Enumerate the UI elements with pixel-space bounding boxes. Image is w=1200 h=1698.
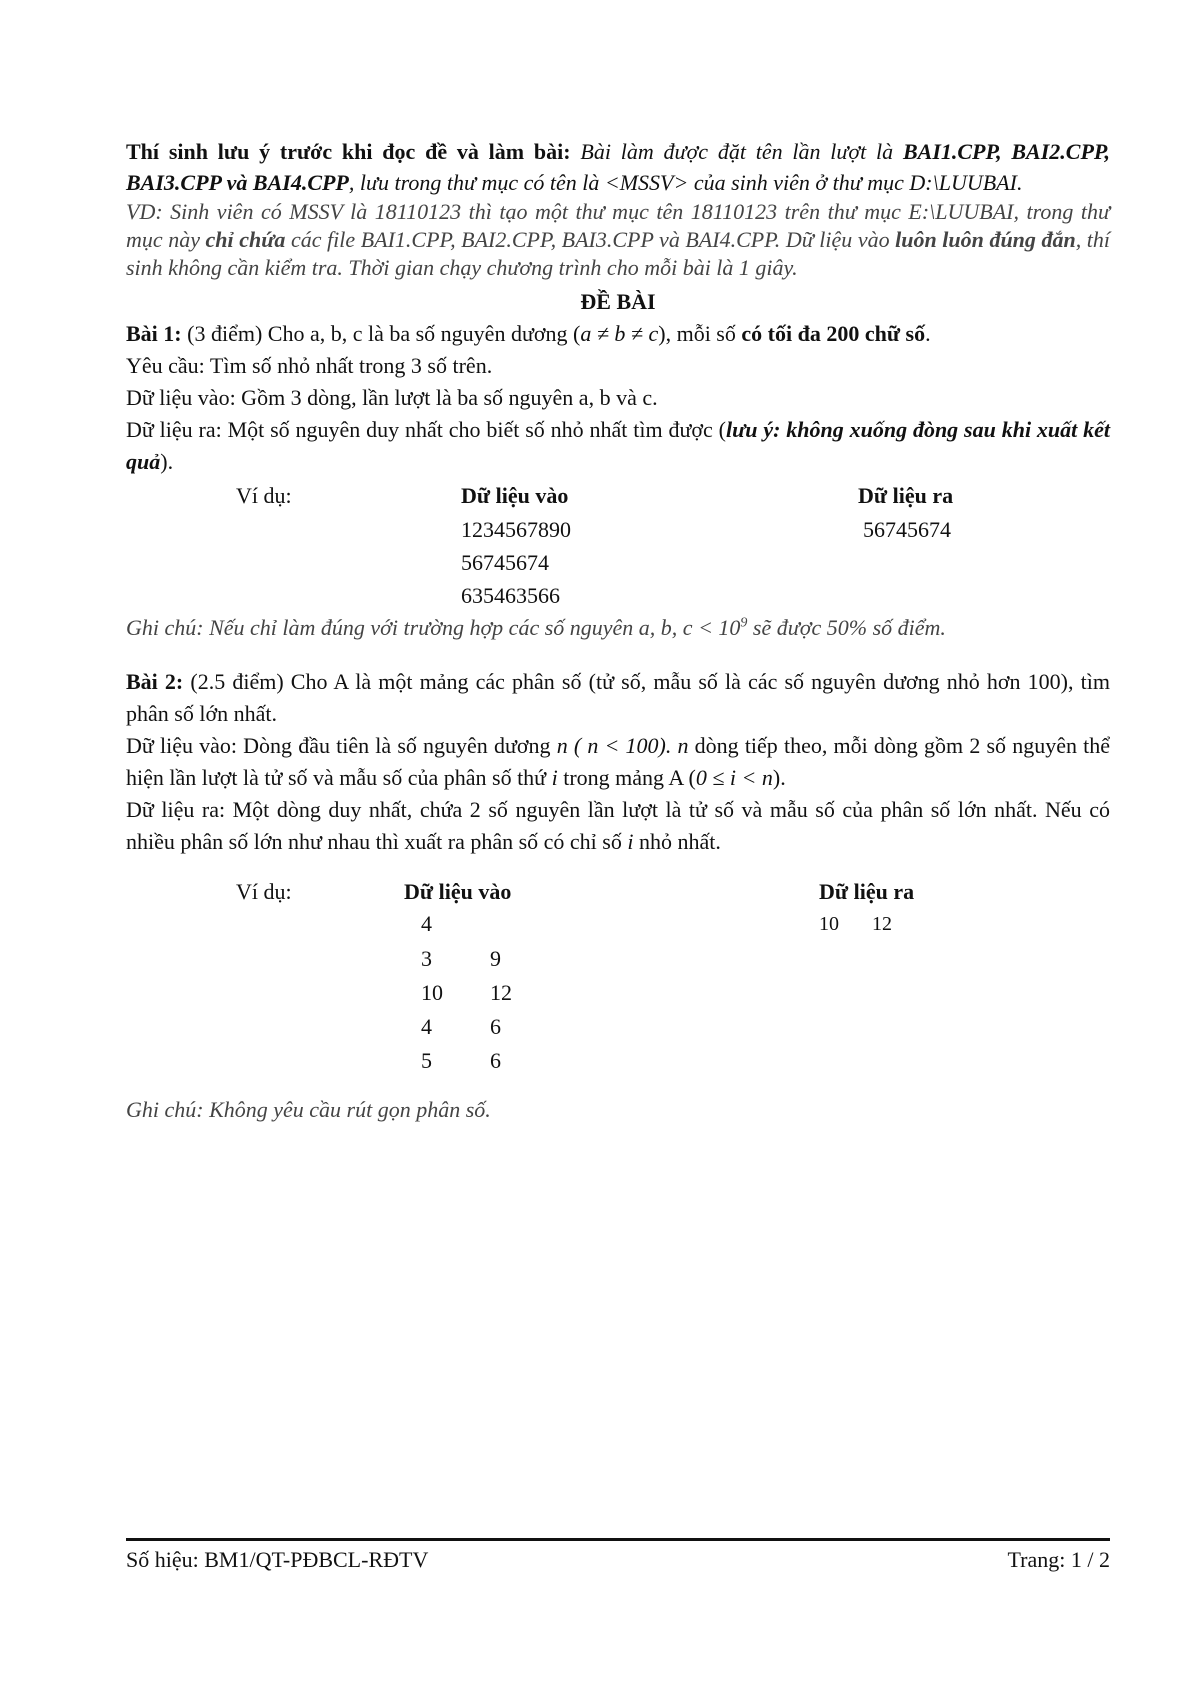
bai1-note-sup: 9 (740, 615, 748, 631)
bai1-example (126, 478, 1110, 610)
bai1-output-c: ). (160, 449, 174, 474)
notice-lead: Thí sinh lưu ý trước khi đọc đề và làm bài: (126, 139, 571, 164)
section-heading: ĐỀ BÀI (580, 289, 656, 314)
bai2-example (126, 876, 1110, 1084)
exam-page (126, 136, 1110, 1126)
bai1-requirement: Yêu cầu: Tìm số nhỏ nhất trong 3 số trên. (126, 353, 493, 378)
bai2-in-c: dòng tiếp theo, mỗi dòng gồm 2 số nguyên thể hiện lần lượt là tử số và mẫu số của phân số thứ (126, 733, 1111, 790)
bai2-output-num: 10 (819, 913, 839, 935)
example-text-c: các file BAI1.CPP, BAI2.CPP, BAI3.CPP và BAI4.CPP. Dữ liệu vào (285, 227, 896, 252)
example-text-a: VD: Sinh viên có MSSV là 18110123 thì tạo một thư mục tên 18110123 trên thư mục E:\LUUBAI, trong thư mục này (126, 199, 1110, 252)
bai2-output-header: Dữ liệu ra (819, 879, 915, 904)
bai1-output-a: Dữ liệu ra: Một số nguyên duy nhất cho biết số nhỏ nhất tìm được ( (126, 417, 726, 442)
bai1-input-desc: Dữ liệu vào: Gồm 3 dòng, lần lượt là ba số nguyên a, b và c. (126, 385, 658, 410)
bai1-note-b: sẽ được 50% số điểm. (747, 615, 946, 640)
bai1-output-header: Dữ liệu ra (858, 483, 954, 508)
bai2-input-header: Dữ liệu vào (404, 879, 512, 904)
bai2-output-den: 12 (872, 913, 892, 935)
bai1-bold-tail: có tối đa 200 chữ số (741, 321, 926, 346)
bai2-row-den: 6 (490, 1048, 501, 1073)
bai1-input-line: 635463566 (461, 583, 560, 608)
bai2-input-first: 4 (421, 911, 432, 936)
bai1-note (126, 612, 1110, 644)
bai1-math: a ≠ b ≠ c (580, 321, 659, 346)
footer-doc-code: Số hiệu: BM1/QT-PĐBCL-RĐTV (126, 1547, 429, 1572)
bai2-input-desc (126, 730, 1110, 794)
bai1-output-desc (126, 414, 1110, 478)
bai2-row-den: 9 (490, 946, 501, 971)
bai2-text-1: (2.5 điểm) Cho A là một mảng các phân số (tử số, mẫu số là các số nguyên dương nhỏ hơn 100), tìm phân số lớn nhất. (126, 669, 1110, 726)
bai1-output-b: lưu ý: không xuống đòng sau khi xuất kết quả (126, 417, 1110, 474)
page-footer (126, 1544, 1110, 1576)
bai1-output-line: 56745674 (863, 517, 951, 542)
bai2-example-label: Ví dụ: (236, 879, 292, 904)
bai2-note: Ghi chú: Không yêu cầu rút gọn phân số. (126, 1097, 491, 1122)
bai2-in-g: ). (772, 765, 786, 790)
bai2-in-b: n ( n < 100). n (556, 733, 689, 758)
bai2-in-e: trong mảng A ( (557, 765, 696, 790)
bai2-out-c: nhỏ nhất. (633, 829, 721, 854)
bai2-row-num: 3 (421, 946, 432, 971)
bai1-text-1: (3 điểm) Cho a, b, c là ba số nguyên dương ( (181, 321, 581, 346)
footer-rule (126, 1538, 1110, 1541)
bai2-out-b: i (627, 829, 634, 854)
bai1-statement (126, 318, 1110, 350)
notice-text-1: Bài làm được đặt tên lần lượt là (570, 139, 903, 164)
bai2-row-den: 6 (490, 1014, 501, 1039)
bai2-row-num: 4 (421, 1014, 432, 1039)
bai2-in-a: Dữ liệu vào: Dòng đầu tiên là số nguyên dương (126, 733, 557, 758)
bai1-text-2: ), mỗi số (658, 321, 742, 346)
bai2-out-a: Dữ liệu ra: Một dòng duy nhất, chứa 2 số nguyên lần lượt là tử số và mẫu số của phân số lớn nhất. Nếu có nhiều phân số lớn như nhau thì xuất ra phân số có chỉ số (126, 797, 1110, 854)
footer-page-number: Trang: 1 / 2 (1007, 1547, 1110, 1572)
bai2-row-den: 12 (490, 980, 512, 1005)
bai1-input-line: 1234567890 (461, 517, 571, 542)
notice-paragraph (126, 136, 1110, 198)
example-text-d: luôn luôn đúng đắn (895, 227, 1076, 252)
bai1-input-header: Dữ liệu vào (461, 483, 569, 508)
bai1-title: Bài 1: (126, 321, 182, 346)
bai2-statement (126, 666, 1110, 730)
example-text-b: chỉ chứa (205, 227, 286, 252)
bai2-in-d: i (551, 765, 558, 790)
bai2-in-f: 0 ≤ i < n (695, 765, 773, 790)
bai1-text-3: . (925, 321, 931, 346)
notice-files: BAI1.CPP, BAI2.CPP, BAI3.CPP và BAI4.CPP (126, 139, 1111, 195)
bai2-row-num: 5 (421, 1048, 432, 1073)
bai1-input-line: 56745674 (461, 550, 549, 575)
bai2-output-desc (126, 794, 1110, 858)
notice-text-2: , lưu trong thư mục có tên là <MSSV> của sinh viên ở thư mục D:\LUUBAI. (348, 170, 1023, 195)
example-paragraph (126, 198, 1110, 282)
bai1-example-label: Ví dụ: (236, 483, 292, 508)
bai1-note-a: Ghi chú: Nếu chỉ làm đúng với trường hợp các số nguyên a, b, c < 10 (126, 615, 741, 640)
bai2-title: Bài 2: (126, 669, 184, 694)
example-text-e: , thí sinh không cần kiểm tra. Thời gian chạy chương trình cho mỗi bài là 1 giây. (126, 227, 1110, 280)
bai2-row-num: 10 (421, 980, 443, 1005)
